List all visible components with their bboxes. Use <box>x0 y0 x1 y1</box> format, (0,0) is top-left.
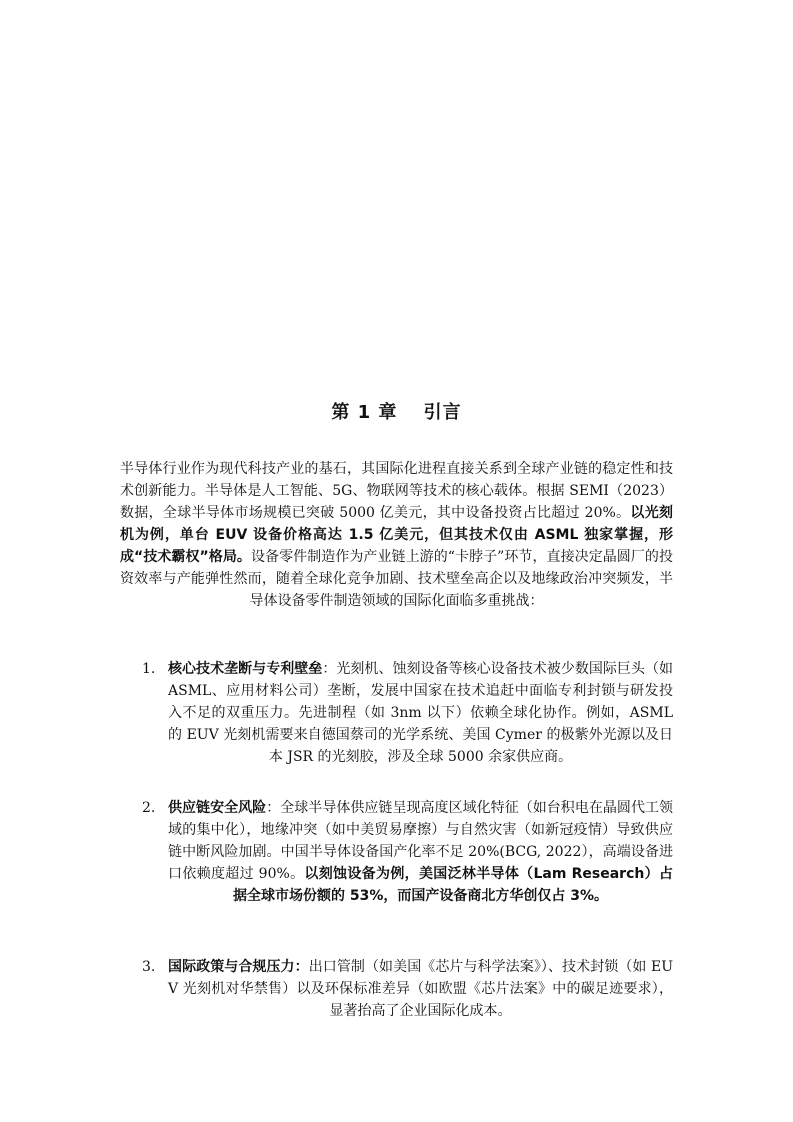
list-item-body <box>168 956 673 1022</box>
intro-bold-highlight: 以光刻机为例，单台 EUV 设备价格高达 1.5 亿美元，但其技术仅由 ASML 独家掌握，形成“技术霸权”格局。 <box>120 505 673 565</box>
list-item-bold-text: 以刻蚀设备为例，美国泛林半导体（Lam Research）占据全球市场份额的 53%，而国产设备商北方华创仅占 3%。 <box>232 866 673 904</box>
list-item-number: 1. <box>142 661 156 677</box>
list-item-heading: 供应链安全风险 <box>168 800 267 816</box>
intro-text-c: 设备零件制造作为产业链上游的“卡脖子”环节，直接决定晶圆厂的投资效率与产能弹性然而，随着全球化竞争加剧、技术壁垒高企以及地缘政治冲突频发，半导体设备零件制造领域的国际化面临多重挑战： <box>120 549 673 609</box>
list-item-number: 2. <box>142 800 156 816</box>
list-item-body <box>168 797 673 907</box>
list-item <box>142 956 673 1022</box>
intro-paragraph <box>120 458 673 612</box>
intro-text-a: 半导体行业作为现代科技产业的基石，其国际化进程直接关系到全球产业链的稳定性和技术创新能力。半导体是人工智能、5G、物联网等技术的核心载体。根据 SEMI（2023）数据，全球半导体市场规模已突破 5000 亿美元，其中设备投资占比超过 20%。 <box>120 461 673 521</box>
list-item-heading: 国际政策与合规压力： <box>168 959 309 975</box>
list-item-number: 3. <box>142 959 156 975</box>
list-item <box>142 797 673 907</box>
list-item-heading: 核心技术垄断与专利壁垒 <box>168 661 323 677</box>
list-item <box>142 658 673 768</box>
chapter-title: 第 1 章 引言 <box>331 402 462 423</box>
list-item-text: ：光刻机、蚀刻设备等核心设备技术被少数国际巨头（如 ASML、应用材料公司）垄断，发展中国家在技术追赶中面临专利封锁与研发投入不足的双重压力。先进制程（如 3nm 以下）依赖全球化协作。例如，ASML 的 EUV 光刻机需要来自德国蔡司的光学系统、美国 Cymer 的极紫外光源以及日本 JSR 的光刻胶，涉及全球 5000 余家供应商。 <box>168 661 674 765</box>
list-item-body <box>168 658 673 768</box>
list-item-text: 出口管制（如美国《芯片与科学法案》）、技术封锁（如 EUV 光刻机对华禁售）以及环保标准差异（如欧盟《芯片法案》中的碳足迹要求），显著抬高了企业国际化成本。 <box>168 959 673 1019</box>
list-item-text: ：全球半导体供应链呈现高度区域化特征（如台积电在晶圆代工领域的集中化），地缘冲突（如中美贸易摩擦）与自然灾害（如新冠疫情）导致供应链中断风险加剧。中国半导体设备国产化率不足 20%(BCG, 2022），高端设备进口依赖度超过 90%。 <box>168 800 674 882</box>
